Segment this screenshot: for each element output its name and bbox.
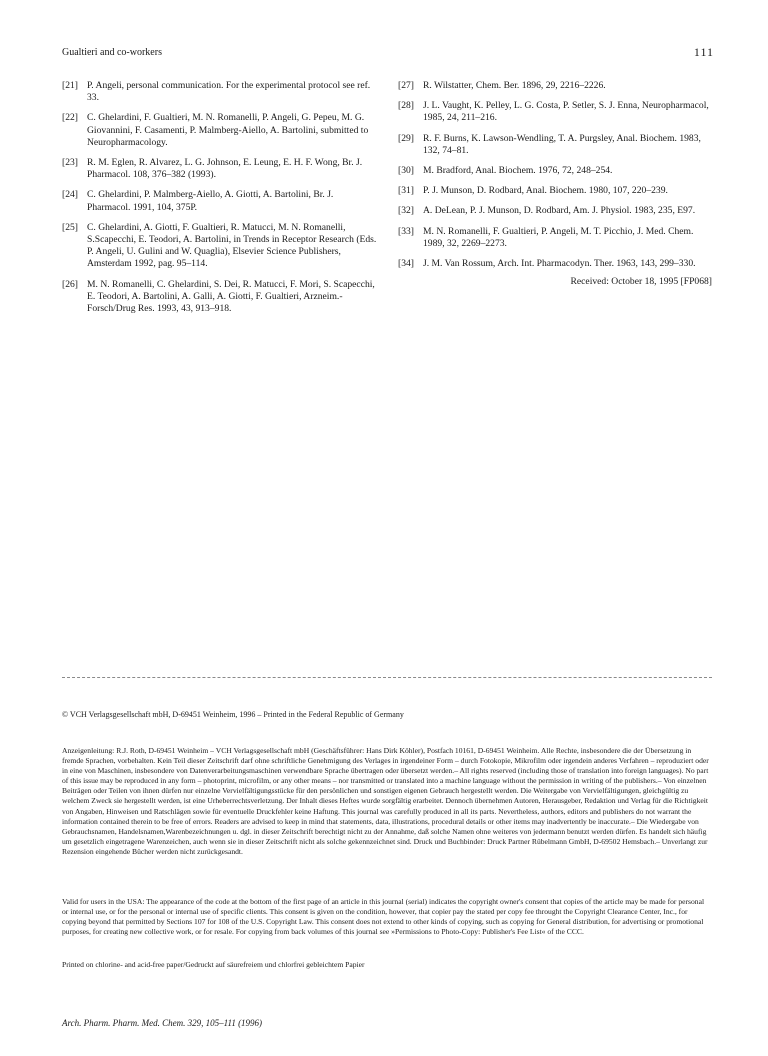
- reference-number: [28]: [398, 100, 414, 112]
- reference-item: [62, 279, 378, 316]
- reference-text: P. J. Munson, D. Rodbard, Anal. Biochem. 1980, 107, 220–239.: [423, 185, 668, 197]
- reference-text: R. F. Burns, K. Lawson-Wendling, T. A. Purgsley, Anal. Biochem. 1983, 132, 74–81.: [423, 132, 701, 156]
- page-number: 111: [693, 45, 714, 59]
- reference-item: [398, 133, 712, 157]
- copyright-line: © VCH Verlagsgesellschaft mbH, D-69451 Weinheim, 1996 – Printed in the Federal Republic of Germany: [62, 710, 404, 719]
- reference-number: [27]: [398, 80, 414, 91]
- reference-number: [29]: [398, 132, 414, 144]
- reference-item: [398, 165, 712, 177]
- reference-item: [398, 258, 712, 270]
- reference-text: M. N. Romanelli, C. Ghelardini, S. Dei, R. Matucci, F. Mori, S. Scapecchi, E. Teodori, A. Bartolini, A. Galli, A. Giotti, F. Gualtieri, Arzneim.-Forsch/Drug Res. 1993, 43, 913–918.: [87, 278, 375, 315]
- reference-text: J. M. Van Rossum, Arch. Int. Pharmacodyn. Ther. 1963, 143, 299–330.: [423, 258, 696, 270]
- journal-citation-footer: Arch. Pharm. Pharm. Med. Chem. 329, 105–111 (1996): [62, 1018, 263, 1028]
- reference-text: M. Bradford, Anal. Biochem. 1976, 72, 248–254.: [423, 165, 613, 177]
- reference-text: R. Wilstatter, Chem. Ber. 1896, 29, 2216–2226.: [423, 80, 606, 91]
- reference-text: J. L. Vaught, K. Pelley, L. G. Costa, P. Setler, S. J. Enna, Neuropharmacol, 1985, 24, 211–216.: [423, 100, 709, 124]
- reference-number: [24]: [62, 189, 78, 201]
- reference-item: [398, 185, 712, 197]
- reference-number: [22]: [62, 112, 78, 124]
- reference-item: [398, 80, 712, 92]
- reference-item: [398, 205, 712, 217]
- reference-number: [32]: [398, 205, 414, 217]
- reference-text: P. Angeli, personal communication. For the experimental protocol see ref. 33.: [87, 80, 371, 104]
- reference-number: [25]: [62, 221, 78, 233]
- references-left-column: [62, 80, 378, 323]
- reference-item: [62, 157, 378, 181]
- reference-number: [23]: [62, 157, 78, 169]
- references-right-column: [398, 80, 712, 288]
- received-date: Received: October 18, 1995 [FP068]: [570, 276, 712, 288]
- reference-number: [31]: [398, 185, 414, 197]
- reference-text: C. Ghelardini, A. Giotti, F. Gualtieri, R. Matucci, M. N. Romanelli, S.Scapecchi, E. Teodori, A. Bartolini, in Trends in Receptor Research (Eds. P. Angeli, U. Gulini and W. Quaglia), Elsevier Science Publishers, Amsterdam 1992, pag. 95–114.: [87, 221, 377, 270]
- reference-number: [26]: [62, 278, 78, 290]
- usa-copyright-notice: Valid for users in the USA: The appearance of the code at the bottom of the first page of an article in this journal (serial) indicates the copyright owner's consent that copies of the article may be made for personal or internal use, or for the personal or internal use of specific clients. This consent is given on the condition, however, that copier pay the stated per copy fee throught the Copyright Clearance Center, Inc., for copying beyond that permitted by Sections 107 for 108 of the U.S. Copyright Law. This consent does not extend to other kinds of copying, such as copying for General distribution, for advertising or promotional purposes, for creating new collective work, or for resale. For copying from back volumes of this journal see »Permissions to Photo-Copy: Publisher's Fee List« of the CCC.: [62, 897, 705, 937]
- reference-item: [62, 80, 378, 104]
- reference-item: [398, 226, 712, 250]
- reference-number: [21]: [62, 80, 78, 91]
- reference-number: [33]: [398, 225, 414, 237]
- reference-item: [62, 189, 378, 213]
- reference-text: R. M. Eglen, R. Alvarez, L. G. Johnson, E. Leung, E. H. F. Wong, Br. J. Pharmacol. 108, 376–382 (1993).: [87, 157, 363, 181]
- reference-number: [34]: [398, 258, 414, 270]
- section-divider: [62, 677, 712, 678]
- reference-item: [62, 222, 378, 271]
- reference-item: [398, 100, 712, 124]
- reference-item: [62, 112, 378, 149]
- publisher-imprint: Anzeigenleitung: R.J. Roth, D-69451 Weinheim – VCH Verlagsgesellschaft mbH (Geschäftsführer: Hans Dirk Köhler), Postfach 10161, D-69451 Weinheim. Alle Rechte, insbesondere die der Übersetzung in fremde Sprachen, vorbehalten. Kein Teil dieser Zeitschrift darf ohne schriftliche Genehmigung des Verlages in irgendeiner Form – durch Fotokopie, Mikrofilm oder irgendein anderes Verfahren – reproduziert oder in eine von Maschinen, insbesondere von Datenverarbeitungsmaschinen verwendbare Sprache übertragen oder übersetzt werden.– All rights reserved (including those of translation into foreign languages). No part of this issue may be reproduced in any form – photoprint, microfilm, or any other means – nor transmitted or translated into a machine language without the permission in writing of the publishers.– Von einzelnen Beiträgen oder Teilen von ihnen dürfen nur einzelne Vervielfältigungsstücke für den persönlichen und sonstigen eigenen Gebrauch hergestellt werden. Die Weitergabe von Vervielfältigungen, gleichgültig zu welchem Zweck sie hergestellt werden, ist eine Urheberrechtsverletzung. Der Inhalt dieses Heftes wurde sorgfältig erarbeitet. Dennoch übernehmen Autoren, Herausgeber, Redaktion und Verlag für die Richtigkeit von Angaben, Hinweisen und Ratschlägen sowie für eventuelle Druckfehler keine Haftung. This journal was carefully produced in all its parts. Nevertheless, authors, editors and publishers do not warrant the information contained therein to be free of errors. Readers are advised to keep in mind that statements, data, illustrations, procedural details or other items may inadvertently be inaccurate.– Die Wiedergabe von Gebrauchsnamen, Handelsnamen,Warenbezeichnungen u. dgl. in dieser Zeitschrift berechtigt nicht zu der Annahme, daß solche Namen ohne weiteres von jedermann benutzt werden dürfen. Es handelt sich häufig um gesetzlich eingetragene Warenzeichen, auch wenn sie in dieser Zeitschrift nicht als solche gekennzeichnet sind. Druck und Buchbinder: Druck Partner Rübelmann GmbH, D-69502 Hemsbach.– Unverlangt zur Rezension eingehende Bücher werden nicht zurückgesandt.: [62, 746, 709, 856]
- reference-number: [30]: [398, 165, 414, 177]
- reference-text: C. Ghelardini, F. Gualtieri, M. N. Romanelli, P. Angeli, G. Pepeu, M. G. Giovannini, F. Casamenti, P. Malmberg-Aiello, A. Bartolini, submitted to Neuropharmacology.: [87, 112, 369, 148]
- reference-text: M. N. Romanelli, F. Gualtieri, P. Angeli, M. T. Picchio, J. Med. Chem. 1989, 32, 2269–2273.: [423, 225, 694, 249]
- running-head: Gualtieri and co-workers: [62, 47, 162, 58]
- reference-text: C. Ghelardini, P. Malmberg-Aiello, A. Giotti, A. Bartolini, Br. J. Pharmacol. 1991, 104, 375P.: [87, 189, 334, 213]
- reference-text: A. DeLean, P. J. Munson, D. Rodbard, Am. J. Physiol. 1983, 235, E97.: [423, 205, 696, 217]
- paper-notice: Printed on chlorine- and acid-free paper/Gedruckt auf säurefreiem und chlorfrei gebleichtem Papier: [62, 960, 365, 969]
